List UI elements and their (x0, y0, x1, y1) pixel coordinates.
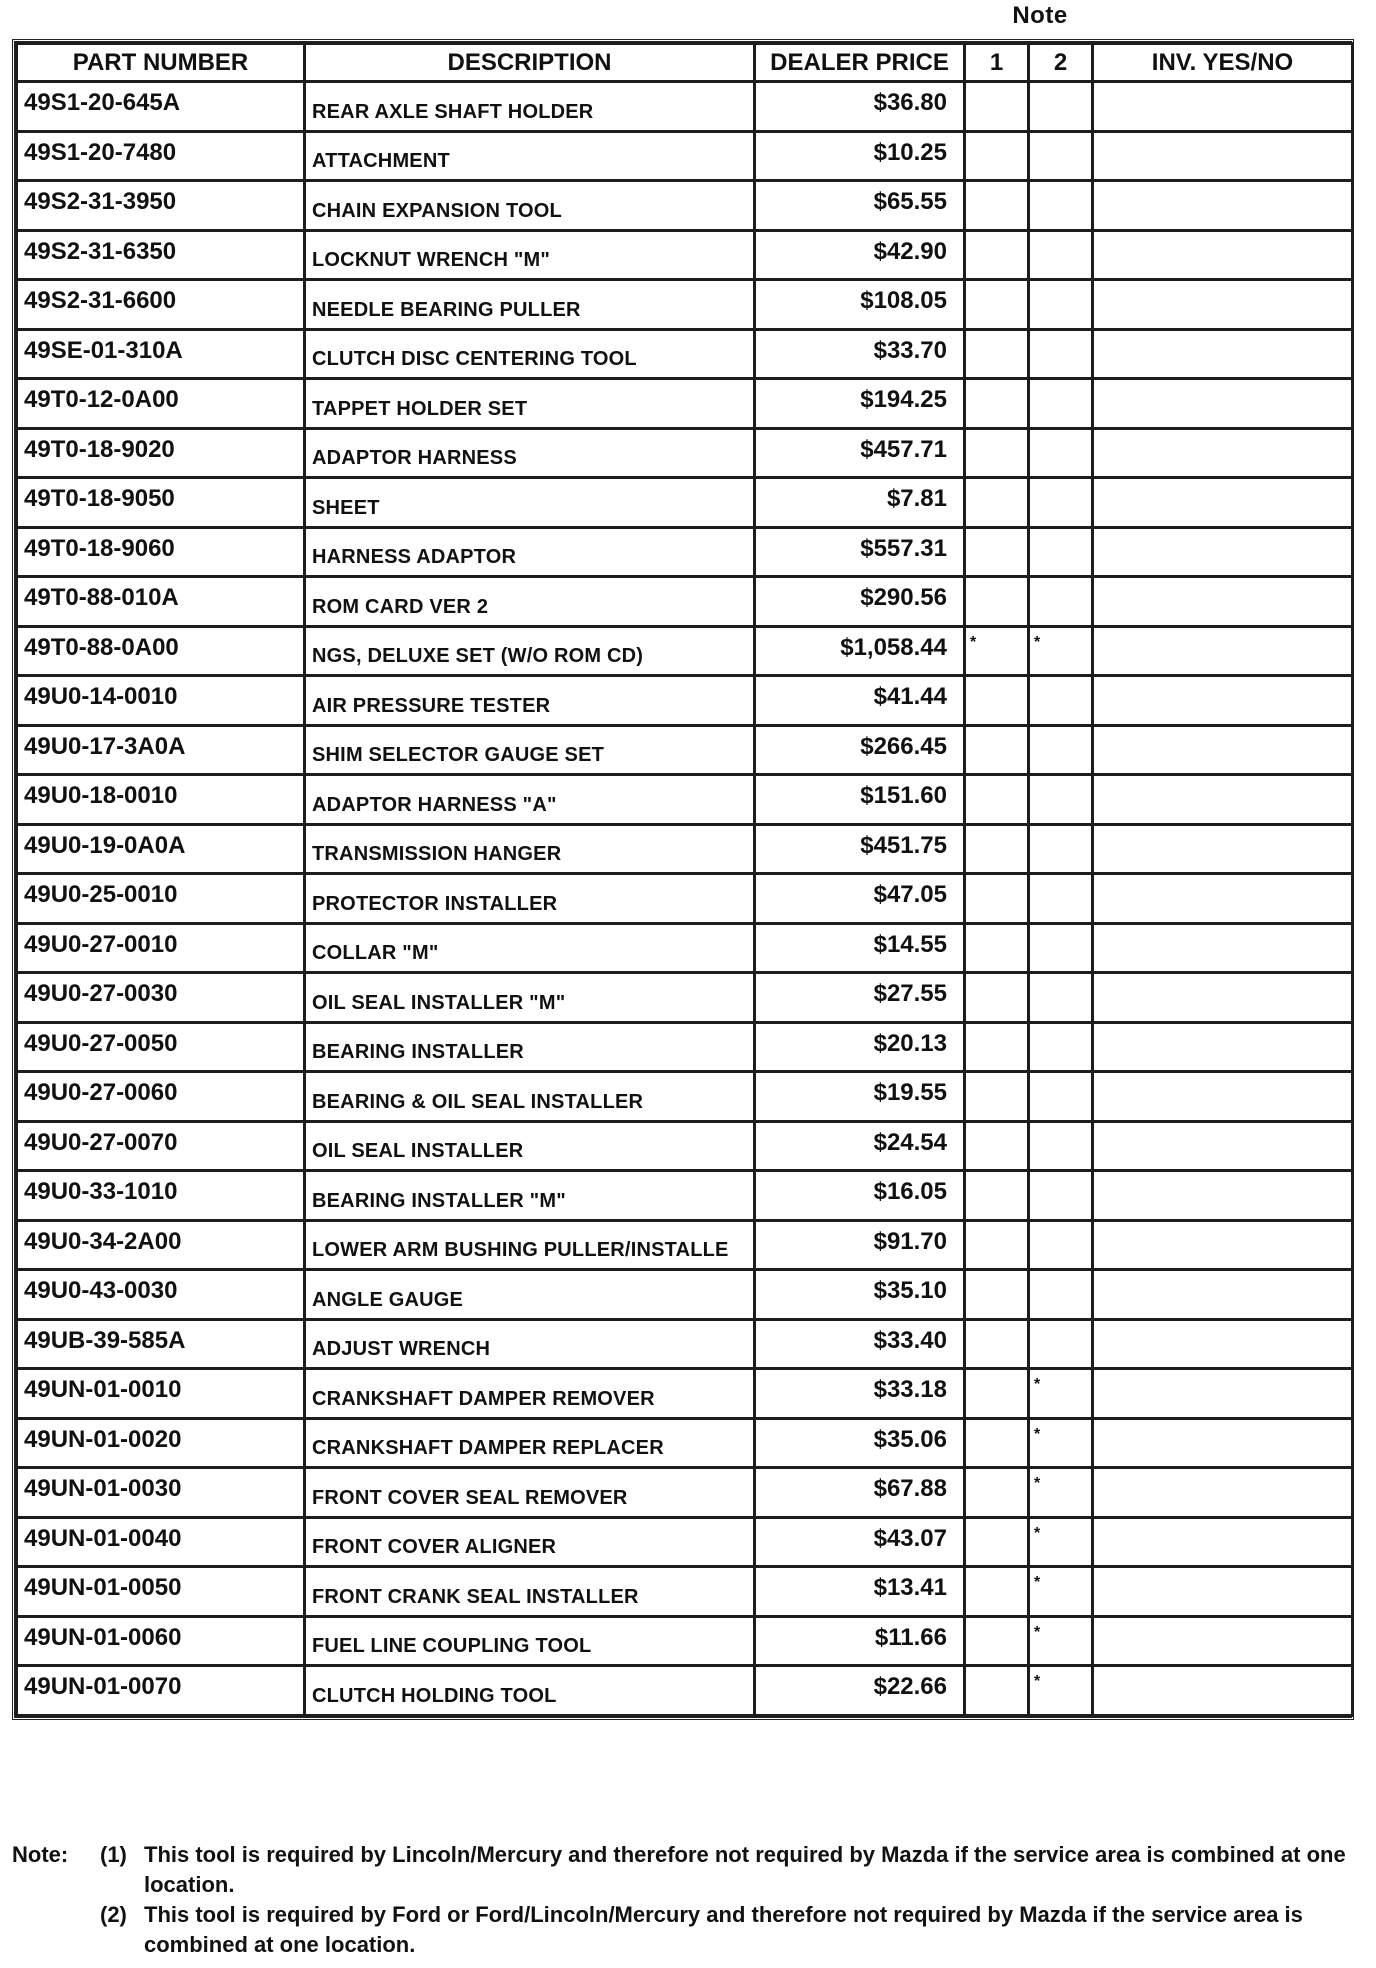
dealer-price-cell: $557.31 (755, 527, 965, 577)
part-number-cell: 49UN-01-0060 (17, 1616, 305, 1666)
description-cell: FRONT COVER SEAL REMOVER (305, 1468, 755, 1518)
inventory-cell (1093, 428, 1353, 478)
part-number-cell: 49UN-01-0030 (17, 1468, 305, 1518)
description-cell: ADJUST WRENCH (305, 1319, 755, 1369)
note-1-cell (965, 1616, 1029, 1666)
note-1-cell (965, 329, 1029, 379)
note-1-cell (965, 82, 1029, 132)
header-note-1: 1 (965, 44, 1029, 82)
dealer-price-cell: $108.05 (755, 280, 965, 330)
dealer-price-cell: $33.40 (755, 1319, 965, 1369)
description-cell: FUEL LINE COUPLING TOOL (305, 1616, 755, 1666)
part-number-cell: 49S2-31-6350 (17, 230, 305, 280)
inventory-cell (1093, 1616, 1353, 1666)
part-number-cell: 49U0-43-0030 (17, 1270, 305, 1320)
part-number-cell: 49T0-88-0A00 (17, 626, 305, 676)
table-row (17, 478, 1353, 528)
note-1-cell (965, 131, 1029, 181)
inventory-cell (1093, 775, 1353, 825)
note-2-cell (1029, 1319, 1093, 1369)
table-row (17, 181, 1353, 231)
note-2-cell (1029, 329, 1093, 379)
table-row (17, 577, 1353, 627)
note-2-cell (1029, 1270, 1093, 1320)
part-number-cell: 49U0-17-3A0A (17, 725, 305, 775)
footnote-label: Note: (12, 1842, 69, 1867)
inventory-cell (1093, 874, 1353, 924)
description-cell: PROTECTOR INSTALLER (305, 874, 755, 924)
special-tools-table (12, 39, 1354, 1720)
note-2-cell (1029, 874, 1093, 924)
description-cell: NGS, DELUXE SET (W/O ROM CD) (305, 626, 755, 676)
description-cell: LOWER ARM BUSHING PULLER/INSTALLE (305, 1220, 755, 1270)
note-2-cell: * (1029, 1468, 1093, 1518)
part-number-cell: 49UN-01-0070 (17, 1666, 305, 1716)
inventory-cell (1093, 577, 1353, 627)
dealer-price-cell: $65.55 (755, 181, 965, 231)
note-1-cell (965, 280, 1029, 330)
dealer-price-cell: $290.56 (755, 577, 965, 627)
part-number-cell: 49S1-20-7480 (17, 131, 305, 181)
dealer-price-cell: $24.54 (755, 1121, 965, 1171)
header-note-2: 2 (1029, 44, 1093, 82)
description-cell: CLUTCH HOLDING TOOL (305, 1666, 755, 1716)
note-1-cell (965, 775, 1029, 825)
description-cell: AIR PRESSURE TESTER (305, 676, 755, 726)
table-row (17, 280, 1353, 330)
description-cell: CLUTCH DISC CENTERING TOOL (305, 329, 755, 379)
inventory-cell (1093, 478, 1353, 528)
table-row (17, 676, 1353, 726)
inventory-cell (1093, 1072, 1353, 1122)
dealer-price-cell: $19.55 (755, 1072, 965, 1122)
note-1-cell (965, 230, 1029, 280)
footnote-item (100, 1840, 1352, 1900)
dealer-price-cell: $33.18 (755, 1369, 965, 1419)
note-2-cell (1029, 824, 1093, 874)
table-row (17, 725, 1353, 775)
dealer-price-cell: $1,058.44 (755, 626, 965, 676)
inventory-cell (1093, 1369, 1353, 1419)
description-cell: TAPPET HOLDER SET (305, 379, 755, 429)
part-number-cell: 49U0-27-0050 (17, 1022, 305, 1072)
inventory-cell (1093, 181, 1353, 231)
note-1-cell (965, 676, 1029, 726)
description-cell: SHIM SELECTOR GAUGE SET (305, 725, 755, 775)
inventory-cell (1093, 1220, 1353, 1270)
note-2-cell (1029, 923, 1093, 973)
dealer-price-cell: $266.45 (755, 725, 965, 775)
footnote (12, 1840, 1352, 1960)
dealer-price-cell: $36.80 (755, 82, 965, 132)
table-row (17, 1121, 1353, 1171)
note-2-cell: * (1029, 1567, 1093, 1617)
dealer-price-cell: $20.13 (755, 1022, 965, 1072)
table-row (17, 82, 1353, 132)
table-body (17, 82, 1353, 1716)
note-1-cell (965, 1171, 1029, 1221)
note-2-cell (1029, 577, 1093, 627)
note-2-cell (1029, 1220, 1093, 1270)
note-1-cell (965, 1567, 1029, 1617)
dealer-price-cell: $14.55 (755, 923, 965, 973)
note-1-cell (965, 1022, 1029, 1072)
inventory-cell (1093, 1270, 1353, 1320)
note-1-cell (965, 478, 1029, 528)
note-2-cell (1029, 181, 1093, 231)
dealer-price-cell: $67.88 (755, 1468, 965, 1518)
inventory-cell (1093, 379, 1353, 429)
description-cell: LOCKNUT WRENCH "M" (305, 230, 755, 280)
dealer-price-cell: $457.71 (755, 428, 965, 478)
inventory-cell (1093, 923, 1353, 973)
part-number-cell: 49UN-01-0020 (17, 1418, 305, 1468)
note-1-cell (965, 1072, 1029, 1122)
inventory-cell (1093, 626, 1353, 676)
description-cell: FRONT COVER ALIGNER (305, 1517, 755, 1567)
part-number-cell: 49U0-27-0070 (17, 1121, 305, 1171)
inventory-cell (1093, 329, 1353, 379)
note-2-cell (1029, 379, 1093, 429)
note-1-cell (965, 1468, 1029, 1518)
note-1-cell (965, 824, 1029, 874)
inventory-cell (1093, 1319, 1353, 1369)
footnote-number: (1) (100, 1842, 127, 1867)
table-row (17, 824, 1353, 874)
part-number-cell: 49U0-27-0060 (17, 1072, 305, 1122)
part-number-cell: 49U0-18-0010 (17, 775, 305, 825)
part-number-cell: 49T0-88-010A (17, 577, 305, 627)
part-number-cell: 49UB-39-585A (17, 1319, 305, 1369)
description-cell: TRANSMISSION HANGER (305, 824, 755, 874)
description-cell: ADAPTOR HARNESS "A" (305, 775, 755, 825)
table-row (17, 428, 1353, 478)
note-1-cell (965, 428, 1029, 478)
inventory-cell (1093, 527, 1353, 577)
note-2-cell (1029, 1072, 1093, 1122)
dealer-price-cell: $194.25 (755, 379, 965, 429)
note-2-cell (1029, 280, 1093, 330)
table-row (17, 1220, 1353, 1270)
header-dealer-price: DEALER PRICE (755, 44, 965, 82)
note-2-cell (1029, 775, 1093, 825)
note-2-cell: * (1029, 1666, 1093, 1716)
description-cell: HARNESS ADAPTOR (305, 527, 755, 577)
part-number-cell: 49U0-27-0010 (17, 923, 305, 973)
tools-table (15, 42, 1354, 1717)
inventory-cell (1093, 676, 1353, 726)
inventory-cell (1093, 1567, 1353, 1617)
note-2-cell (1029, 428, 1093, 478)
table-header-row (17, 44, 1353, 82)
inventory-cell (1093, 1418, 1353, 1468)
description-cell: FRONT CRANK SEAL INSTALLER (305, 1567, 755, 1617)
part-number-cell: 49SE-01-310A (17, 329, 305, 379)
dealer-price-cell: $47.05 (755, 874, 965, 924)
note-1-cell: * (965, 626, 1029, 676)
note-1-cell (965, 527, 1029, 577)
dealer-price-cell: $35.10 (755, 1270, 965, 1320)
part-number-cell: 49T0-18-9050 (17, 478, 305, 528)
note-2-cell (1029, 1121, 1093, 1171)
table-row (17, 1666, 1353, 1716)
part-number-cell: 49T0-18-9060 (17, 527, 305, 577)
dealer-price-cell: $16.05 (755, 1171, 965, 1221)
note-2-cell (1029, 131, 1093, 181)
note-1-cell (965, 725, 1029, 775)
table-row (17, 1369, 1353, 1419)
table-row (17, 1072, 1353, 1122)
note-2-cell: * (1029, 1418, 1093, 1468)
part-number-cell: 49U0-19-0A0A (17, 824, 305, 874)
dealer-price-cell: $11.66 (755, 1616, 965, 1666)
part-number-cell: 49U0-14-0010 (17, 676, 305, 726)
part-number-cell: 49U0-27-0030 (17, 973, 305, 1023)
description-cell: CRANKSHAFT DAMPER REPLACER (305, 1418, 755, 1468)
table-row (17, 1468, 1353, 1518)
table-row (17, 379, 1353, 429)
header-description: DESCRIPTION (305, 44, 755, 82)
note-2-cell (1029, 676, 1093, 726)
table-row (17, 329, 1353, 379)
note-2-cell: * (1029, 1616, 1093, 1666)
table-row (17, 527, 1353, 577)
note-1-cell (965, 577, 1029, 627)
table-row (17, 1517, 1353, 1567)
part-number-cell: 49UN-01-0050 (17, 1567, 305, 1617)
footnote-item (100, 1900, 1352, 1960)
note-1-cell (965, 1666, 1029, 1716)
note-1-cell (965, 973, 1029, 1023)
note-1-cell (965, 1369, 1029, 1419)
dealer-price-cell: $10.25 (755, 131, 965, 181)
part-number-cell: 49U0-33-1010 (17, 1171, 305, 1221)
dealer-price-cell: $42.90 (755, 230, 965, 280)
note-1-cell (965, 379, 1029, 429)
table-row (17, 874, 1353, 924)
dealer-price-cell: $13.41 (755, 1567, 965, 1617)
part-number-cell: 49UN-01-0010 (17, 1369, 305, 1419)
note-2-cell: * (1029, 1517, 1093, 1567)
table-row (17, 626, 1353, 676)
description-cell: REAR AXLE SHAFT HOLDER (305, 82, 755, 132)
part-number-cell: 49U0-25-0010 (17, 874, 305, 924)
note-2-cell (1029, 82, 1093, 132)
inventory-cell (1093, 1468, 1353, 1518)
dealer-price-cell: $27.55 (755, 973, 965, 1023)
dealer-price-cell: $33.70 (755, 329, 965, 379)
description-cell: ADAPTOR HARNESS (305, 428, 755, 478)
footnote-text: This tool is required by Ford or Ford/Lincoln/Mercury and therefore not required by Mazda if the service area is combined at one location. (144, 1902, 1303, 1957)
table-row (17, 1616, 1353, 1666)
description-cell: OIL SEAL INSTALLER "M" (305, 973, 755, 1023)
description-cell: ANGLE GAUGE (305, 1270, 755, 1320)
description-cell: OIL SEAL INSTALLER (305, 1121, 755, 1171)
note-2-cell (1029, 1171, 1093, 1221)
table-row (17, 923, 1353, 973)
description-cell: SHEET (305, 478, 755, 528)
dealer-price-cell: $7.81 (755, 478, 965, 528)
table-row (17, 1319, 1353, 1369)
part-number-cell: 49U0-34-2A00 (17, 1220, 305, 1270)
part-number-cell: 49S2-31-6600 (17, 280, 305, 330)
inventory-cell (1093, 1171, 1353, 1221)
note-2-cell (1029, 478, 1093, 528)
note-1-cell (965, 1517, 1029, 1567)
note-1-cell (965, 874, 1029, 924)
part-number-cell: 49UN-01-0040 (17, 1517, 305, 1567)
inventory-cell (1093, 973, 1353, 1023)
note-2-cell: * (1029, 1369, 1093, 1419)
note-1-cell (965, 1220, 1029, 1270)
table-row (17, 1270, 1353, 1320)
part-number-cell: 49S2-31-3950 (17, 181, 305, 231)
note-column-group-header: Note (1012, 2, 1068, 29)
dealer-price-cell: $451.75 (755, 824, 965, 874)
inventory-cell (1093, 1022, 1353, 1072)
dealer-price-cell: $22.66 (755, 1666, 965, 1716)
table-row (17, 973, 1353, 1023)
description-cell: CRANKSHAFT DAMPER REMOVER (305, 1369, 755, 1419)
dealer-price-cell: $151.60 (755, 775, 965, 825)
table-row (17, 1171, 1353, 1221)
dealer-price-cell: $35.06 (755, 1418, 965, 1468)
table-row (17, 131, 1353, 181)
part-number-cell: 49S1-20-645A (17, 82, 305, 132)
table-row (17, 1022, 1353, 1072)
table-row (17, 1567, 1353, 1617)
note-1-cell (965, 1270, 1029, 1320)
description-cell: NEEDLE BEARING PULLER (305, 280, 755, 330)
description-cell: COLLAR "M" (305, 923, 755, 973)
note-2-cell (1029, 725, 1093, 775)
inventory-cell (1093, 131, 1353, 181)
inventory-cell (1093, 230, 1353, 280)
inventory-cell (1093, 1121, 1353, 1171)
dealer-price-cell: $91.70 (755, 1220, 965, 1270)
part-number-cell: 49T0-12-0A00 (17, 379, 305, 429)
note-1-cell (965, 923, 1029, 973)
description-cell: BEARING INSTALLER (305, 1022, 755, 1072)
inventory-cell (1093, 725, 1353, 775)
description-cell: ROM CARD VER 2 (305, 577, 755, 627)
table-row (17, 1418, 1353, 1468)
note-2-cell: * (1029, 626, 1093, 676)
note-2-cell (1029, 230, 1093, 280)
part-number-cell: 49T0-18-9020 (17, 428, 305, 478)
note-1-cell (965, 181, 1029, 231)
dealer-price-cell: $43.07 (755, 1517, 965, 1567)
inventory-cell (1093, 82, 1353, 132)
footnote-text: This tool is required by Lincoln/Mercury and therefore not required by Mazda if the service area is combined at one location. (144, 1842, 1346, 1897)
note-1-cell (965, 1418, 1029, 1468)
inventory-cell (1093, 1517, 1353, 1567)
table-row (17, 775, 1353, 825)
note-2-cell (1029, 1022, 1093, 1072)
footnote-number: (2) (100, 1902, 127, 1927)
description-cell: BEARING & OIL SEAL INSTALLER (305, 1072, 755, 1122)
description-cell: BEARING INSTALLER "M" (305, 1171, 755, 1221)
inventory-cell (1093, 824, 1353, 874)
description-cell: CHAIN EXPANSION TOOL (305, 181, 755, 231)
header-part-number: PART NUMBER (17, 44, 305, 82)
table-row (17, 230, 1353, 280)
note-2-cell (1029, 973, 1093, 1023)
dealer-price-cell: $41.44 (755, 676, 965, 726)
note-2-cell (1029, 527, 1093, 577)
inventory-cell (1093, 1666, 1353, 1716)
note-1-cell (965, 1121, 1029, 1171)
header-inventory: INV. YES/NO (1093, 44, 1353, 82)
description-cell: ATTACHMENT (305, 131, 755, 181)
inventory-cell (1093, 280, 1353, 330)
note-1-cell (965, 1319, 1029, 1369)
